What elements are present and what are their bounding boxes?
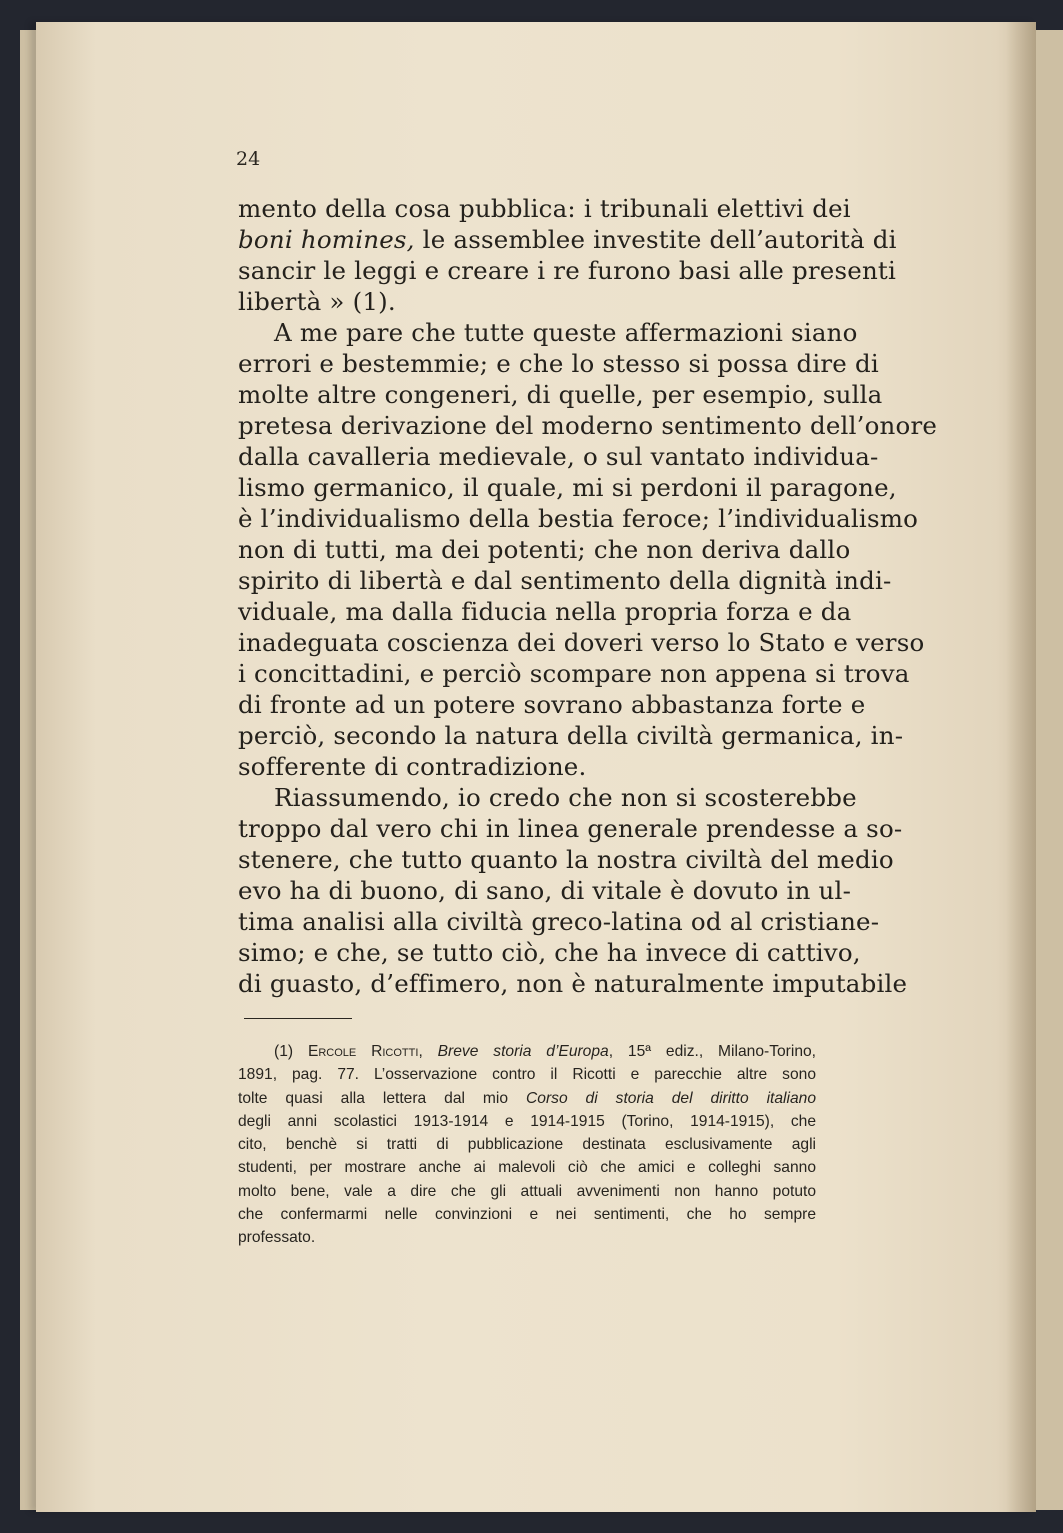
footnote-line: 1891, pag. 77. L’osservazione contro il Ricotti e parecchie altre sono (238, 1066, 816, 1084)
body-line: libertà » (1). (238, 287, 396, 316)
body-line: simo; e che, se tutto ciò, che ha invece di cattivo, (238, 938, 861, 967)
body-line: spirito di libertà e dal sentimento della dignità indi- (238, 566, 892, 595)
body-line: lismo germanico, il quale, mi si perdoni il paragone, (238, 473, 897, 502)
body-line: è l’individualismo della bestia feroce; l’individualismo (238, 504, 919, 533)
body-line: inadeguata coscienza dei doveri verso lo Stato e verso (238, 628, 925, 657)
body-line: dalla cavalleria medievale, o sul vantato individua- (238, 442, 879, 471)
body-text (238, 193, 938, 999)
body-line: boni homines, le assemblee investite dell’autorità di (238, 225, 897, 254)
footnote-line: molto bene, vale a dire che gli attuali avvenimenti non hanno potuto (238, 1182, 816, 1200)
body-line: Riassumendo, io credo che non si scosterebbe (274, 783, 857, 812)
footnote (238, 1040, 816, 1250)
body-line: stenere, che tutto quanto la nostra civiltà del medio (238, 845, 894, 874)
body-line: mento della cosa pubblica: i tribunali elettivi dei (238, 194, 851, 223)
body-line: i concittadini, e perciò scompare non appena si trova (238, 659, 910, 688)
footnote-line: cito, benchè si tratti di pubblicazione destinata esclusivamente agli (238, 1136, 816, 1154)
body-line: pretesa derivazione del moderno sentimento dell’onore (238, 411, 938, 440)
body-line: di guasto, d’effimero, non è naturalmente imputabile (238, 969, 908, 998)
body-line: errori e bestemmie; e che lo stesso si possa dire di (238, 349, 879, 378)
footnote-line: tolte quasi alla lettera dal mio Corso di storia del diritto italiano (238, 1089, 816, 1107)
body-line: tima analisi alla civiltà greco-latina od al cristiane- (238, 907, 880, 936)
footnote-line: studenti, per mostrare anche ai malevoli ciò che amici e colleghi sanno (238, 1159, 816, 1177)
footnote-line: (1) Ercole Ricotti, Breve storia d’Europa, 15ª ediz., Milano-Torino, (274, 1043, 816, 1060)
footnote-rule (244, 1018, 352, 1019)
footnote-line: che confermarmi nelle convinzioni e nei sentimenti, che ho sempre (238, 1206, 816, 1224)
body-line: viduale, ma dalla fiducia nella propria forza e da (238, 597, 852, 626)
footnote-line: degli anni scolastici 1913-1914 e 1914-1915 (Torino, 1914-1915), che (238, 1112, 816, 1130)
body-line: A me pare che tutte queste affermazioni siano (274, 318, 858, 347)
body-line: di fronte ad un potere sovrano abbastanza forte e (238, 690, 866, 719)
body-line: perciò, secondo la natura della civiltà germanica, in- (238, 721, 904, 750)
body-line: sancir le leggi e creare i re furono basi alle presenti (238, 256, 897, 285)
page-gutter-shadow (1006, 22, 1036, 1512)
body-line: evo ha di buono, di sano, di vitale è dovuto in ul- (238, 876, 852, 905)
body-line: molte altre congeneri, di quelle, per esempio, sulla (238, 380, 883, 409)
body-line: sofferente di contradizione. (238, 752, 587, 781)
body-line: non di tutti, ma dei potenti; che non deriva dallo (238, 535, 851, 564)
page-number: 24 (236, 148, 261, 170)
footnote-line: professato. (238, 1229, 316, 1247)
body-line: troppo dal vero chi in linea generale prendesse a so- (238, 814, 903, 843)
